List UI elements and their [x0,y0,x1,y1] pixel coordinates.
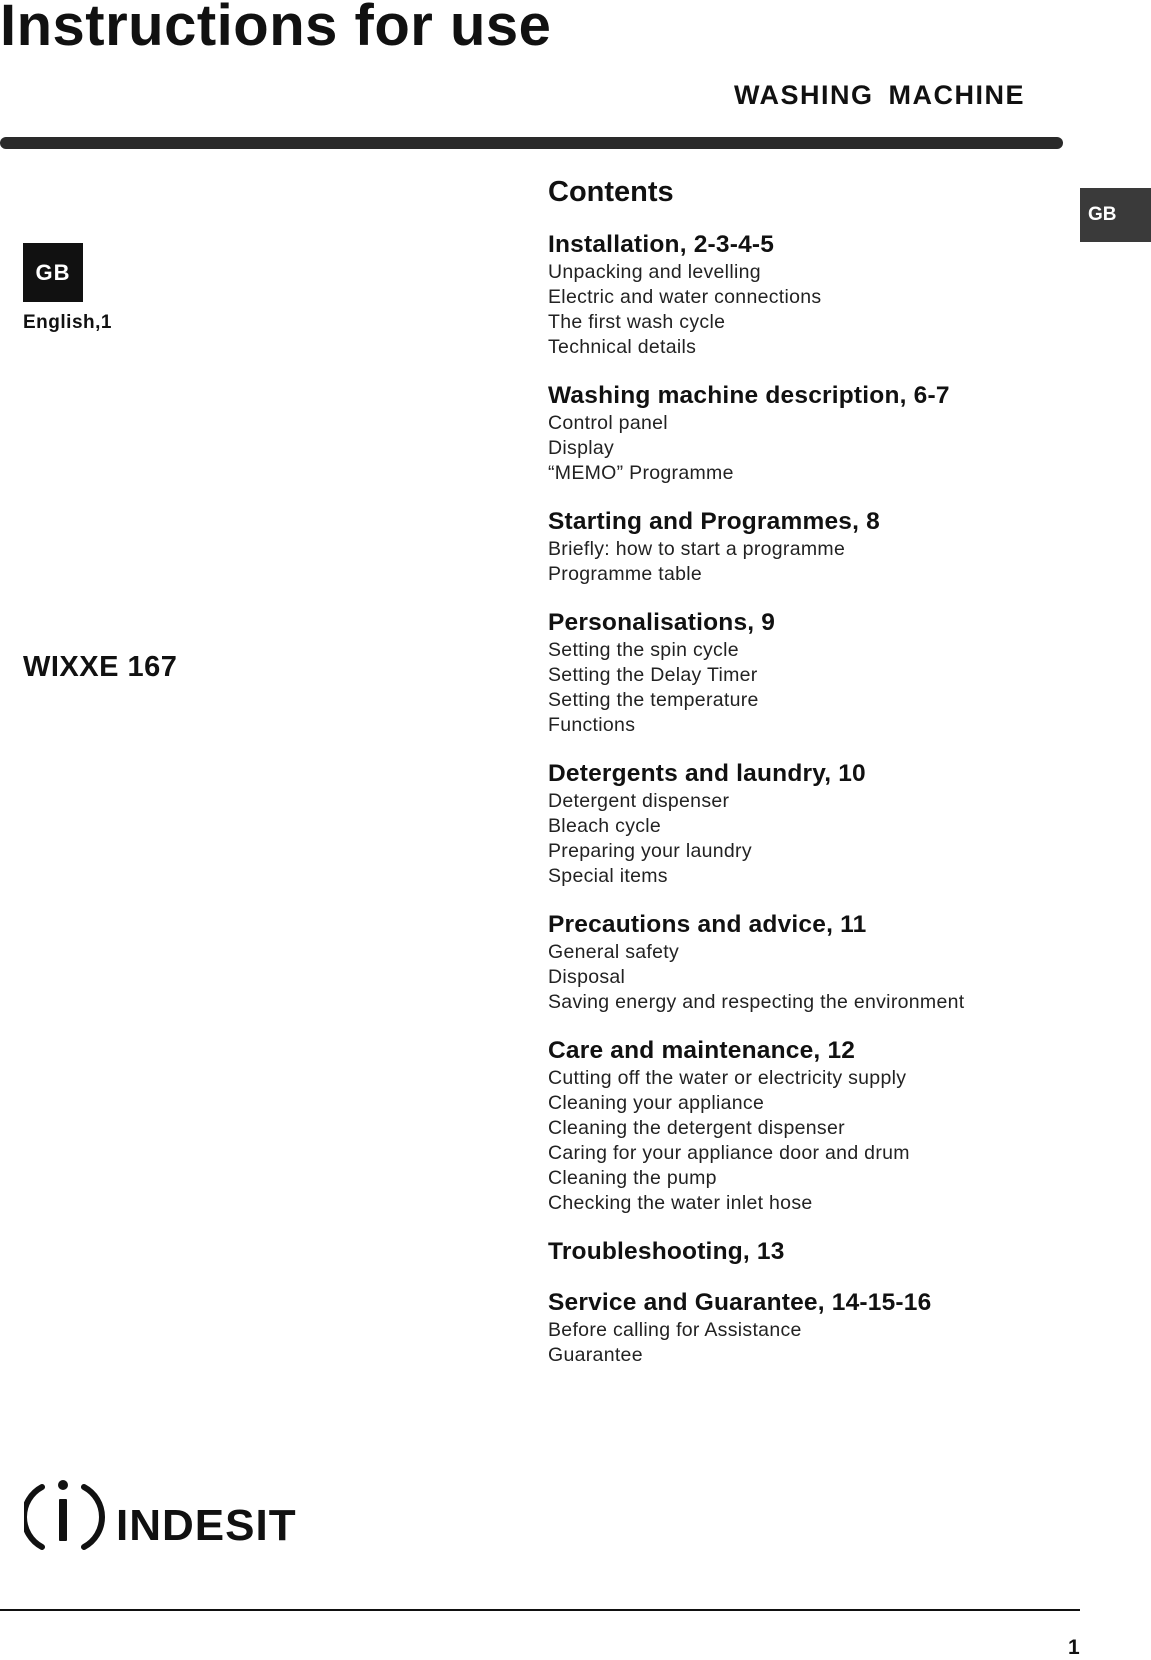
toc-section [548,910,1028,1015]
toc-section-title: Care and maintenance, 12 [548,1037,856,1064]
toc-entry: Programme table [548,563,703,585]
toc-entry: Briefly: how to start a programme [548,538,846,560]
toc-section [548,381,1028,486]
document-subtitle: WASHING MACHINE [734,80,1025,110]
toc-entry: Cleaning the pump [548,1167,717,1189]
toc-entry: Cleaning your appliance [548,1092,765,1114]
toc-entry: Electric and water connections [548,286,822,308]
toc-entry: Checking the water inlet hose [548,1192,813,1214]
toc-entry: Caring for your appliance door and drum [548,1142,910,1164]
toc-section [548,1036,1028,1216]
language-side-tab: GB [1080,188,1151,242]
toc-section-title: Personalisations, 9 [548,609,776,636]
toc-entry: “MEMO” Programme [548,462,734,484]
toc-section-title: Installation, 2-3-4-5 [548,231,775,258]
toc-entry: The first wash cycle [548,311,726,333]
page-title: Instructions for use [0,0,552,58]
toc-section-title: Service and Guarantee, 14-15-16 [548,1289,932,1316]
toc-entry: Unpacking and levelling [548,261,761,283]
toc-section-title: Troubleshooting, 13 [548,1238,785,1265]
toc-entry: General safety [548,941,680,963]
toc-section-title: Precautions and advice, 11 [548,911,867,938]
toc-entry: Setting the spin cycle [548,639,739,661]
page-number: 1 [1068,1636,1080,1659]
toc-entry: Setting the temperature [548,689,759,711]
toc-entry: Technical details [548,336,697,358]
toc-entry: Cutting off the water or electricity supply [548,1067,907,1089]
language-label: English,1 [23,312,112,333]
toc-section-title: Detergents and laundry, 10 [548,760,866,787]
indesit-logo-icon [24,1480,102,1547]
brand-wordmark: INDESIT [116,1501,297,1550]
toc-entry: Display [548,437,615,459]
toc-entry: Control panel [548,412,668,434]
toc-entry: Guarantee [548,1344,643,1366]
indesit-logo [24,1477,324,1555]
toc-section-title: Washing machine description, 6-7 [548,382,950,409]
model-number: WIXXE 167 [23,651,178,683]
toc-entry: Disposal [548,966,626,988]
toc-entry: Setting the Delay Timer [548,664,758,686]
header-divider [0,137,1063,149]
toc-entry: Preparing your laundry [548,840,752,862]
toc-section [548,608,1028,738]
toc-entry: Detergent dispenser [548,790,730,812]
toc-section [548,759,1028,889]
toc-section [548,230,1028,360]
language-badge: GB [23,243,83,302]
toc-section [548,1288,1028,1368]
toc-entry: Cleaning the detergent dispenser [548,1117,845,1139]
toc-entry: Special items [548,865,668,887]
table-of-contents [548,230,1028,1389]
toc-entry: Functions [548,714,636,736]
footer-divider [0,1609,1080,1611]
toc-section-title: Starting and Programmes, 8 [548,508,880,535]
toc-section [548,507,1028,587]
toc-entry: Saving energy and respecting the environment [548,991,965,1013]
toc-section [548,1237,1028,1267]
contents-heading: Contents [548,176,674,208]
toc-entry: Before calling for Assistance [548,1319,802,1341]
toc-entry: Bleach cycle [548,815,662,837]
